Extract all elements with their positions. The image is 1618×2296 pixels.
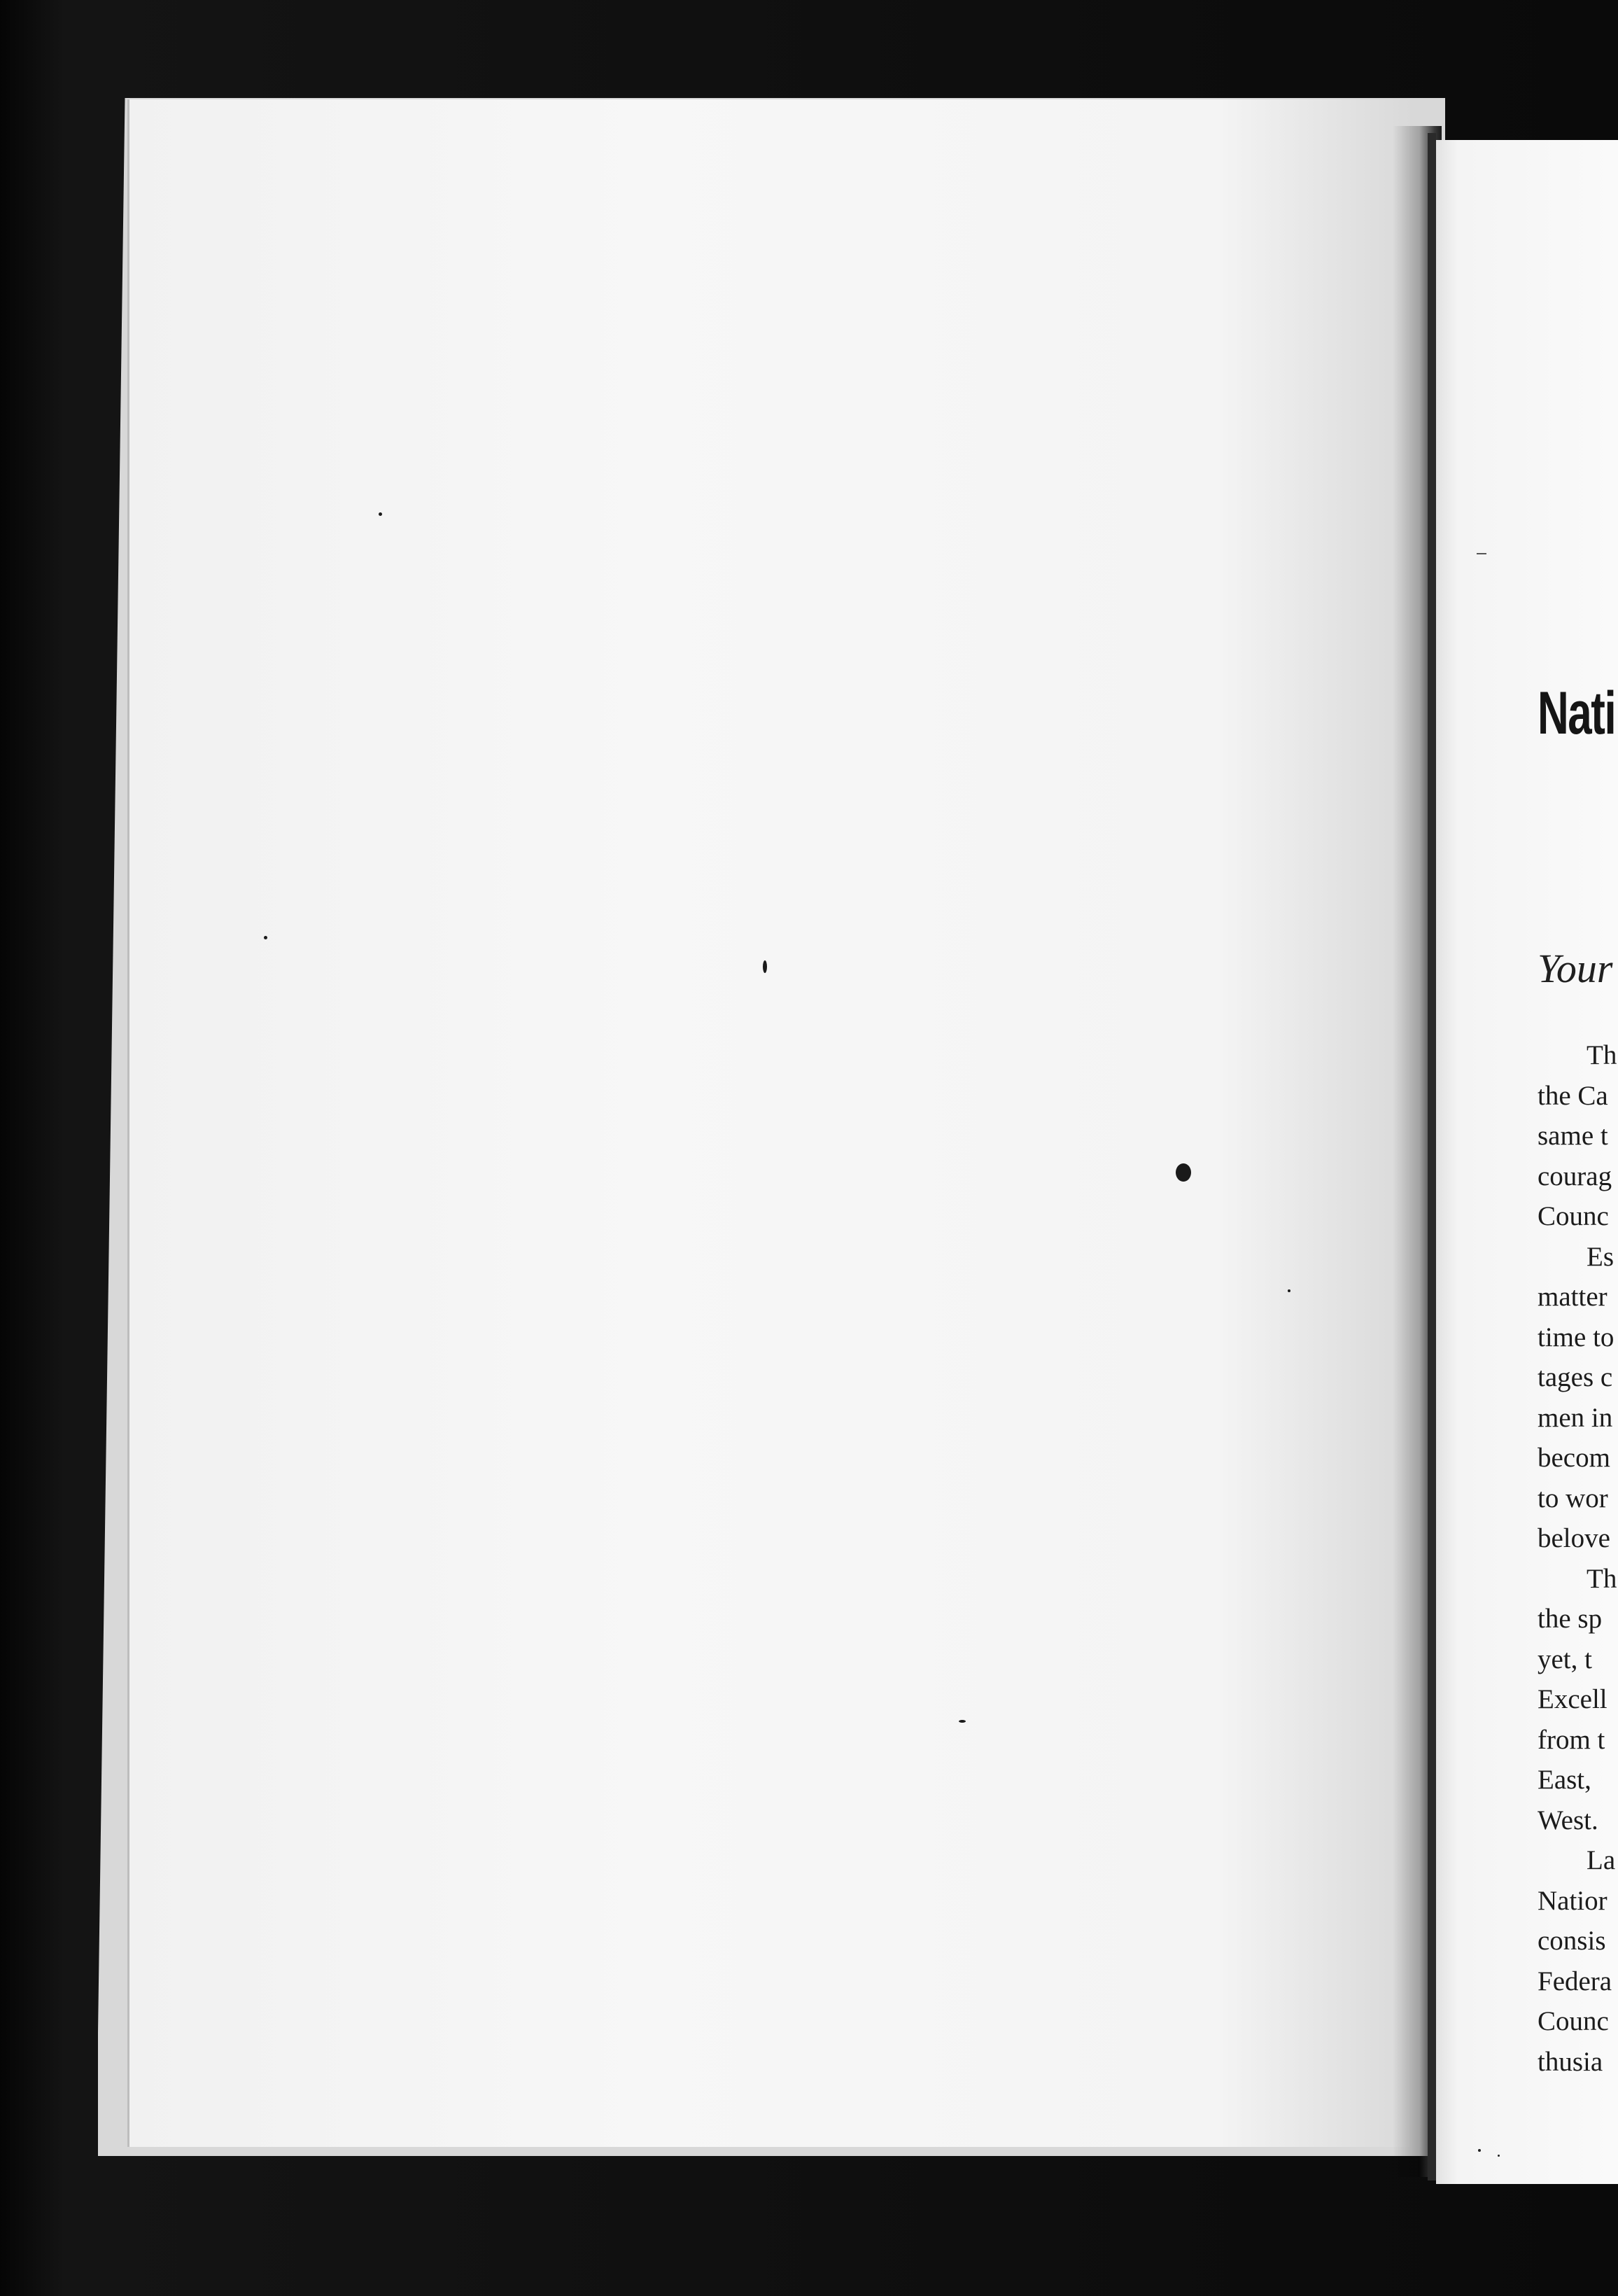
body-text-line: Federa — [1538, 1966, 1612, 1996]
body-text-line: La — [1587, 1845, 1616, 1875]
book-spine — [1428, 133, 1436, 2180]
body-text-line: consis — [1538, 1926, 1606, 1956]
body-text-line: matter — [1538, 1282, 1608, 1312]
section-heading: Your — [1538, 946, 1613, 991]
body-text-line: same t — [1538, 1121, 1608, 1151]
left-page-blank — [127, 99, 1410, 2147]
body-text-line: Excell — [1538, 1684, 1608, 1714]
dust-speck — [1498, 2155, 1500, 2157]
body-text-line: time to — [1538, 1322, 1615, 1352]
margin-mark — [1477, 553, 1486, 554]
body-text-line: to wor — [1538, 1483, 1608, 1513]
body-text-line: Counc — [1538, 1201, 1609, 1231]
body-text-line: yet, t — [1538, 1644, 1592, 1674]
body-text-line: thusia — [1538, 2047, 1603, 2077]
body-text-line: men in — [1538, 1403, 1613, 1433]
body-text-line: tages c — [1538, 1362, 1613, 1392]
ink-speck — [959, 1720, 966, 1723]
body-text-line: the sp — [1538, 1604, 1603, 1634]
body-text-line: from t — [1538, 1725, 1605, 1755]
body-text-line: West. — [1538, 1805, 1598, 1835]
body-text-line: belove — [1538, 1523, 1610, 1553]
body-text-line: Es — [1587, 1242, 1614, 1272]
ink-speck — [763, 960, 767, 973]
ink-speck — [1176, 1163, 1191, 1182]
body-text-line: Th — [1587, 1040, 1617, 1070]
body-text-line: becom — [1538, 1443, 1610, 1473]
body-text-line: courag — [1538, 1161, 1612, 1191]
body-text-line: Th — [1587, 1564, 1617, 1594]
body-text-line: Counc — [1538, 2006, 1609, 2036]
ink-speck — [1288, 1289, 1290, 1292]
ink-speck — [264, 936, 267, 939]
body-text-line: East, — [1538, 1765, 1591, 1795]
body-text-line: the Ca — [1538, 1081, 1608, 1111]
page-title: Nati — [1538, 680, 1616, 747]
bleed-through-text — [577, 302, 997, 428]
body-text-line: Natior — [1538, 1886, 1608, 1916]
dust-speck — [1478, 2149, 1481, 2152]
right-page — [1436, 140, 1618, 2184]
ink-speck — [379, 512, 382, 516]
